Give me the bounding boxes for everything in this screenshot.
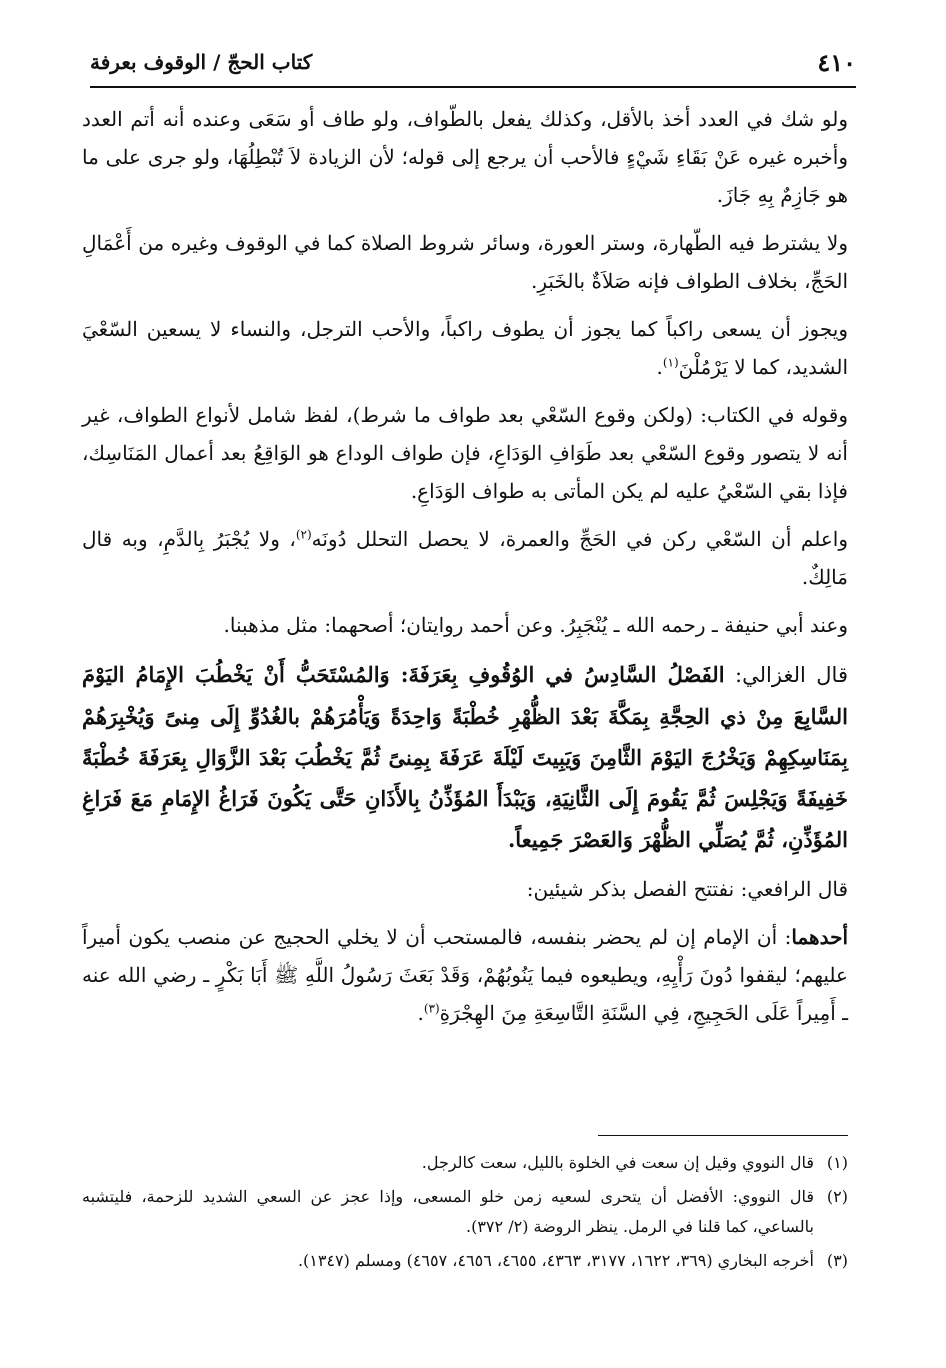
running-title: كتاب الحجّ / الوقوف بعرفة — [90, 50, 313, 74]
footnote-text: قال النووي وقيل إن سعت في الخلوة بالليل، سعت كالرجل. — [421, 1153, 814, 1172]
footnote — [82, 1246, 848, 1276]
paragraph: أحدهما: أن الإمام إن لم يحضر بنفسه، فالمستحب أن لا يخلي الحجيج عن منصب يكون أميراً عليهم؛ ليقفوا دُونَ رَأْيِهِ، ويطيعوه فيما يَنُوبُهُمْ، وَقَدْ بَعَثَ رَسُولُ اللَّهِ ﷺ أَبَا بَكْرٍ ـ رضي الله عنه ـ أَمِيراً عَلَى الحَجِيجِ، فِي السَّنَةِ التَّاسِعَةِ مِنَ الهِجْرَةِ$^{(٣)}$. — [82, 925, 848, 1025]
footnote-text: أخرجه البخاري (٣٦٩، ١٦٢٢، ٣١٧٧، ٤٣٦٣، ٤٦٥٥، ٤٦٥٦، ٤٦٥٧) ومسلم (١٣٤٧). — [297, 1251, 814, 1270]
ghazali-paragraph: قال الغزالي: الفَصْلُ السَّادِسُ في الوُقُوفِ بِعَرَفَةَ: وَالمُسْتَحَبُّ أَنْ يَخْطُبَ الإِمَامُ اليَوْمَ السَّابِعَ مِنْ ذي الحِجَّةِ بِمَكَّةَ بَعْدَ الظُّهْرِ خُطْبَةً وَاحِدَةً وَيَأْمُرَهُمْ بالغُدُوِّ إِلَى مِنىً وَيُخْبِرَهُمْ بِمَنَاسِكِهِمْ وَيَخْرُجَ اليَوْمَ الثَّامِنَ وَيَبِيتَ لَيْلَةَ عَرَفَةَ بِمِنىً ثُمَّ يَخْطُبَ بَعْدَ الزَّوَالِ بِعَرَفَةَ خُطْبَةً خَفِيفَةً وَيَجْلِسَ ثُمَّ يَقُومَ إِلَى الثَّانِيَةِ، وَيَبْدَأَ المُؤَذِّنُ بِالأَذَانِ حَتَّى يَكُونَ فَرَاغُ الإِمَامِ مَعَ فَرَاغِ المُؤَذِّنِ، ثُمَّ يُصَلِّي الظُّهْرَ وَالعَصْرَ جَمِيعاً. — [82, 662, 848, 852]
paragraph: ولو شك في العدد أخذ بالأقل، وكذلك يفعل بالطّواف، ولو طاف أو سَعَى وعنده أنه أتم العدد وأخبره غيره عَنْ بَقَاءِ شَيْءٍ فالأحب أن يرجع إلى قوله؛ لأن الزيادة لاَ تُبْطِلُهَا، ولو جرى على ما هو جَازِمٌ بِهِ جَازَ. — [82, 107, 848, 207]
paragraph: ويجوز أن يسعى راكباً كما يجوز أن يطوف راكباً، والأحب الترجل، والنساء لا يسعين السّعْيَ الشديد، كما لا يَرْمُلْنَ$^{(١)}$. — [82, 317, 848, 379]
footnote-number: (٣) — [826, 1251, 848, 1270]
footnote-ref[interactable]: (١) — [662, 355, 679, 370]
footnote-ref[interactable]: (٢) — [295, 527, 312, 542]
footnote-number: (١) — [826, 1153, 848, 1172]
footnotes — [82, 1148, 848, 1280]
paragraph: وقوله في الكتاب: (ولكن وقوع السّعْي بعد طواف ما شرط)، لفظ شامل لأنواع الطواف، غير أنه لا يتصور وقوع السّعْي بعد طَوَافِ الوَدَاعِ، فإن طواف الوداع هو الوَاقِعُ بعد أعمال المَنَاسِك، فإذا بقي السّعْيُ عليه لم يكن المأتى به طواف الوَدَاعِ. — [82, 403, 848, 503]
footnote-number: (٢) — [826, 1187, 848, 1206]
paragraph: ولا يشترط فيه الطّهارة، وستر العورة، وسائر شروط الصلاة كما في الوقوف وغيره من أَعْمَالِ الحَجِّ، بخلاف الطواف فإنه صَلاَةٌ بالخَبَرِ. — [82, 231, 848, 293]
main-text — [82, 100, 848, 1042]
page-number: ٤١٠ — [817, 47, 856, 77]
footnote-ref[interactable]: (٣) — [423, 1001, 440, 1016]
footnote — [82, 1182, 848, 1242]
rafii-paragraph: قال الرافعي: نفتتح الفصل بذكر شيئين: — [526, 877, 848, 901]
footnote-divider — [598, 1135, 848, 1136]
paragraph: وعند أبي حنيفة ـ رحمه الله ـ يُنْجَبِرُ. وعن أحمد روايتان؛ أصحهما: مثل مذهبنا. — [223, 613, 848, 637]
footnote-text: قال النووي: الأفضل أن يتحرى لسعيه زمن خلو المسعى، وإذا عجز عن السعي الشديد للزحمة، فليتشبه بالساعي، كما قلنا في الرمل. ينظر الروضة (٢/ ٣٧٢). — [82, 1187, 815, 1236]
page-header — [90, 38, 856, 88]
paragraph: واعلم أن السّعْي ركن في الحَجِّ والعمرة، لا يحصل التحلل دُونَه$^{(٢)}$، ولا يُجْبَرُ بِالدَّمِ، وبه قال مَالِكٌ. — [82, 527, 848, 589]
footnote — [82, 1148, 848, 1178]
